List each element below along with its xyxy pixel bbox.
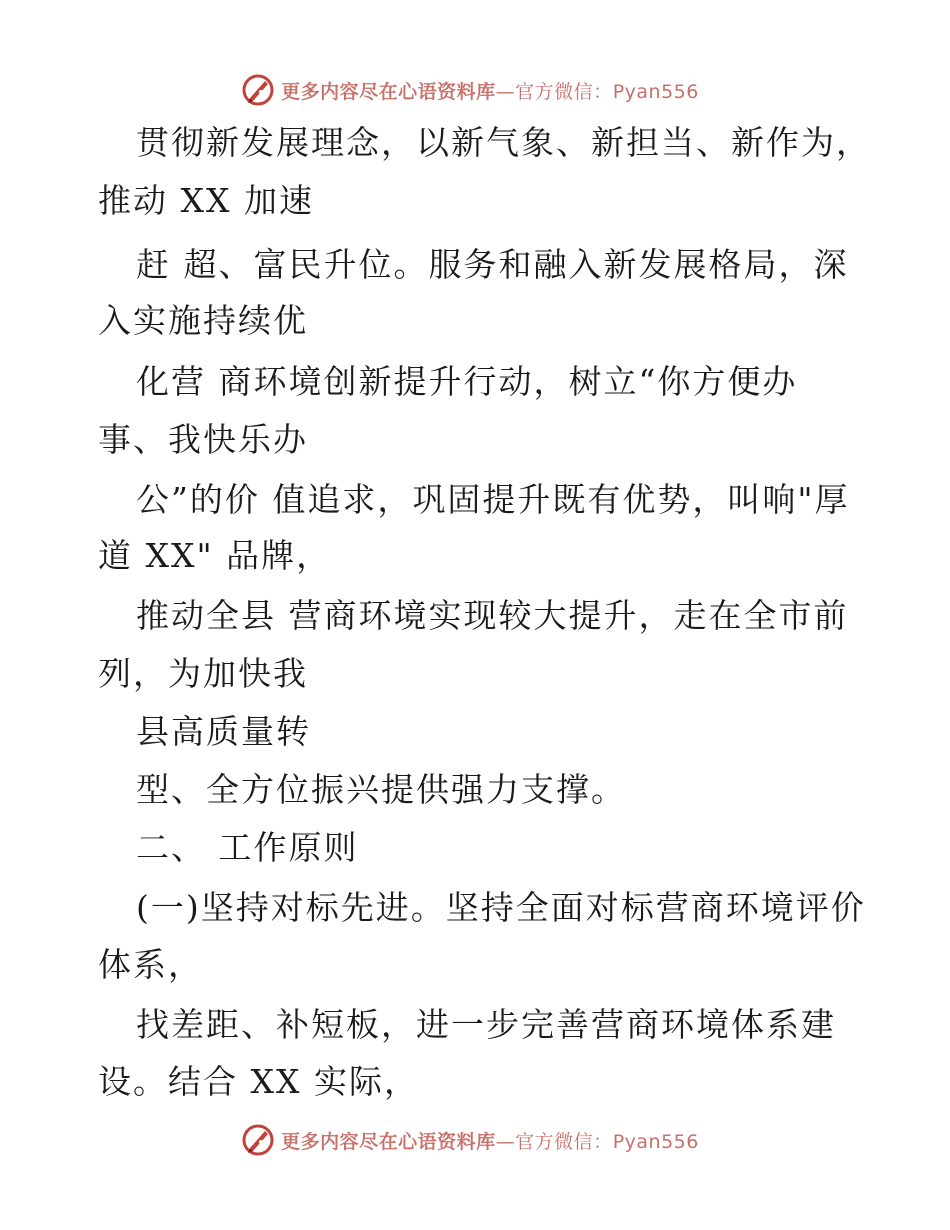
- text-line: 型、全方位振兴提供强力支撑。: [136, 770, 626, 809]
- text-line: 设。结合 XX 实际，: [98, 1062, 419, 1101]
- text-line: 化营 商环境创新提升行动，树立“你方便办: [136, 362, 798, 401]
- watermark-text: [281, 77, 699, 104]
- pen-logo-icon: [241, 1123, 275, 1157]
- watermark-brand: 更多内容尽在心语资料库: [281, 80, 496, 103]
- watermark-banner-inner: [241, 1123, 699, 1157]
- text-line: 赶 超、富民升位。服务和融入新发展格局，深: [136, 245, 849, 284]
- watermark-brand: 更多内容尽在心语资料库: [281, 1130, 496, 1153]
- text-line: 入实施持续优: [98, 301, 308, 340]
- watermark-dash: —: [495, 80, 516, 103]
- pen-logo-icon: [241, 73, 275, 107]
- text-line: 道 XX" 品牌，: [98, 536, 332, 575]
- text-line: 推动 XX 加速: [98, 181, 314, 220]
- section-heading: 二、 工作原则: [136, 828, 359, 867]
- text-line: 公”的价 值追求，巩固提升既有优势，叫响"厚: [136, 480, 850, 519]
- text-line: 推动全县 营商环境实现较大提升，走在全市前: [136, 596, 849, 635]
- text-line: 县高质量转: [136, 712, 311, 751]
- watermark-banner-inner: [241, 73, 699, 107]
- watermark-wechat-id: Pyan556: [612, 1130, 699, 1153]
- watermark-dash: —: [495, 1130, 516, 1153]
- watermark-wechat-id: Pyan556: [612, 80, 699, 103]
- text-line: 找差距、补短板，进一步完善营商环境体系建: [136, 1005, 836, 1044]
- watermark-wechat-label: 官方微信：: [515, 1130, 613, 1153]
- text-line: 体系，: [98, 945, 203, 984]
- text-line: 事、我快乐办: [98, 420, 308, 459]
- text-line: 列，为加快我: [98, 654, 308, 693]
- text-line: 贯彻新发展理念，以新气象、新担当、新作为，: [136, 123, 871, 162]
- watermark-banner-top: [0, 70, 950, 110]
- watermark-text: [281, 1127, 699, 1154]
- text-line: (一)坚持对标先进。坚持全面对标营商环境评价: [136, 888, 866, 927]
- watermark-wechat-label: 官方微信：: [515, 80, 613, 103]
- watermark-banner-bottom: [0, 1120, 950, 1160]
